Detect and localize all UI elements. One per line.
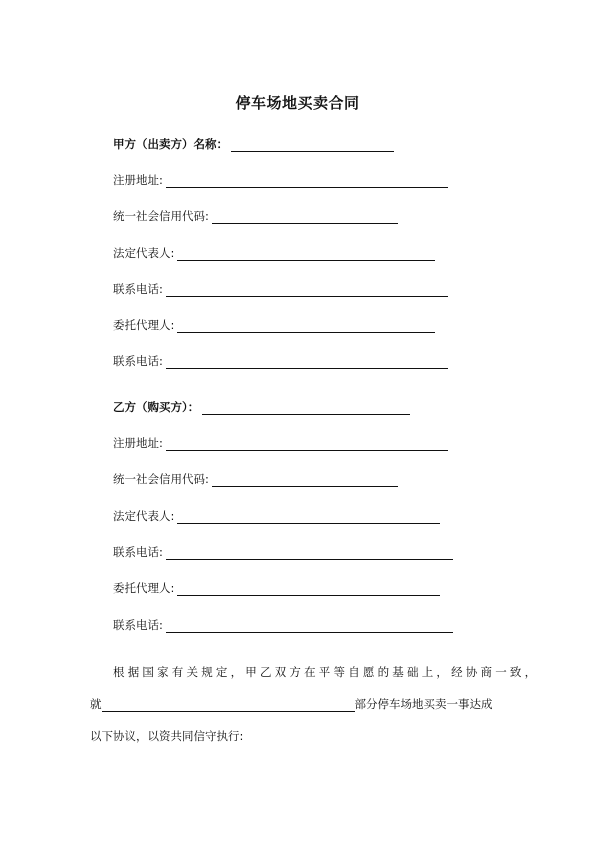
party-b-agent-row [113,580,440,596]
party-b-legal-rep-blank[interactable] [177,510,440,524]
party-b-name-blank[interactable] [202,401,410,415]
party-b-heading-row [113,399,410,415]
party-a-address-row [113,172,448,188]
party-b-phone-row [113,544,453,560]
field-label: 统一社会信用代码: [113,209,209,223]
preamble-line-2-prefix: 就 [90,697,102,711]
party-b-agent-phone-row [113,617,453,633]
party-a-agent-blank[interactable] [177,319,435,333]
preamble-line-2-suffix: 部分停车场地买卖一事达成 [354,697,493,711]
field-label: 注册地址: [113,173,163,187]
field-label: 统一社会信用代码: [113,472,209,486]
field-label: 联系电话: [113,545,163,559]
party-b-heading: 乙方（购买方）： [113,400,200,414]
preamble-subject-blank[interactable] [102,698,355,712]
party-b-address-blank[interactable] [166,437,448,451]
field-label: 法定代表人: [113,246,175,260]
party-b-address-row [113,435,448,451]
party-b-legal-rep-row [113,508,440,524]
field-label: 注册地址: [113,436,163,450]
party-a-phone-row [113,281,448,297]
field-label: 委托代理人: [113,318,175,332]
field-label: 联系电话: [113,354,163,368]
party-a-phone-blank[interactable] [166,283,448,297]
party-b-credit-code-blank[interactable] [212,473,398,487]
party-b-agent-blank[interactable] [177,582,440,596]
party-a-heading: 甲方（出卖方）名称： [113,137,228,151]
party-a-legal-rep-row [113,245,435,261]
party-b-credit-code-row [113,471,398,487]
preamble-line-1: 根据国家有关规定，甲乙双方在平等自愿的基础上，经协商一致， [113,665,540,679]
party-a-agent-row [113,317,435,333]
party-b-phone-blank[interactable] [166,546,453,560]
field-label: 联系电话: [113,282,163,296]
party-a-name-blank[interactable] [231,138,394,152]
field-label: 法定代表人: [113,509,175,523]
party-a-agent-phone-row [113,353,448,369]
party-a-credit-code-row [113,208,398,224]
preamble-line-2 [90,696,493,712]
preamble-line-3: 以下协议，以资共同信守执行: [90,729,244,743]
party-a-address-blank[interactable] [166,174,448,188]
party-a-legal-rep-blank[interactable] [177,247,435,261]
party-b-agent-phone-blank[interactable] [166,619,453,633]
field-label: 委托代理人: [113,581,175,595]
field-label: 联系电话: [113,618,163,632]
party-a-agent-phone-blank[interactable] [166,355,448,369]
party-a-credit-code-blank[interactable] [212,210,398,224]
document-title: 停车场地买卖合同 [235,94,360,112]
party-a-heading-row [113,136,394,152]
